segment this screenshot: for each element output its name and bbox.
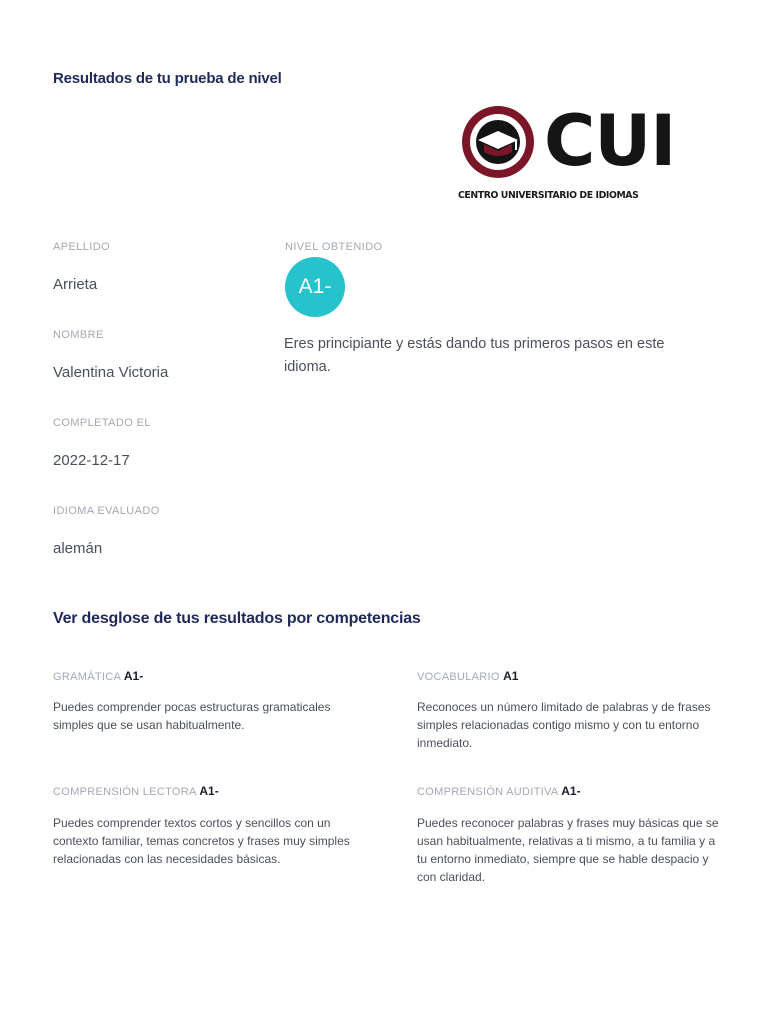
cui-logo (458, 100, 714, 206)
idioma-value: alemán (53, 540, 103, 557)
competency-description: Puedes comprender textos cortos y sencillos con un contexto familiar, temas concretos y frases muy simples relacionadas con las necesidades básicas. (53, 816, 350, 866)
competency-level: A1 (503, 669, 519, 683)
logo-subtitle: CENTRO UNIVERSITARIO DE IDIOMAS (458, 190, 639, 201)
competency-level: A1- (123, 669, 144, 683)
idioma-label: IDIOMA EVALUADO (53, 505, 160, 517)
competency-heading-reading (53, 784, 219, 798)
logo-wordmark: CUI (544, 100, 676, 182)
nivel-label: NIVEL OBTENIDO (285, 241, 383, 253)
competency-level: A1- (199, 784, 219, 798)
completado-value: 2022-12-17 (53, 452, 130, 469)
competency-name: COMPRENSIÓN AUDITIVA (417, 786, 558, 798)
level-badge: A1- (285, 257, 345, 317)
competency-level: A1- (561, 784, 581, 798)
nombre-value: Valentina Victoria (53, 364, 169, 381)
nombre-label: NOMBRE (53, 329, 104, 341)
competency-name: COMPRENSIÓN LECTORA (53, 786, 197, 798)
competency-heading-vocabulary (417, 669, 518, 683)
completado-label: COMPLETADO EL (53, 417, 151, 429)
competency-description: Reconoces un número limitado de palabras y de frases simples relacionadas contigo mismo y con tu entorno inmediato. (417, 700, 711, 750)
page-title: Resultados de tu prueba de nivel (53, 70, 282, 87)
cui-emblem-icon (460, 104, 536, 180)
competency-description: Puedes comprender pocas estructuras gramaticales simples que se usan habitualmente. (53, 700, 331, 732)
competency-name: GRAMÁTICA (53, 671, 121, 683)
breakdown-title: Ver desglose de tus resultados por competencias (53, 610, 421, 627)
level-description: Eres principiante y estás dando tus primeros pasos en este idioma. (284, 336, 665, 375)
competency-heading-listening (417, 784, 581, 798)
competency-description: Puedes reconocer palabras y frases muy básicas que se usan habitualmente, relativas a ti mismo, a tu familia y a tu entorno inmediato, siempre que se hable despacio y con claridad. (417, 816, 719, 884)
apellido-value: Arrieta (53, 276, 98, 293)
competency-name: VOCABULARIO (417, 671, 500, 683)
apellido-label: APELLIDO (53, 241, 111, 253)
competency-heading-grammar (53, 669, 143, 683)
